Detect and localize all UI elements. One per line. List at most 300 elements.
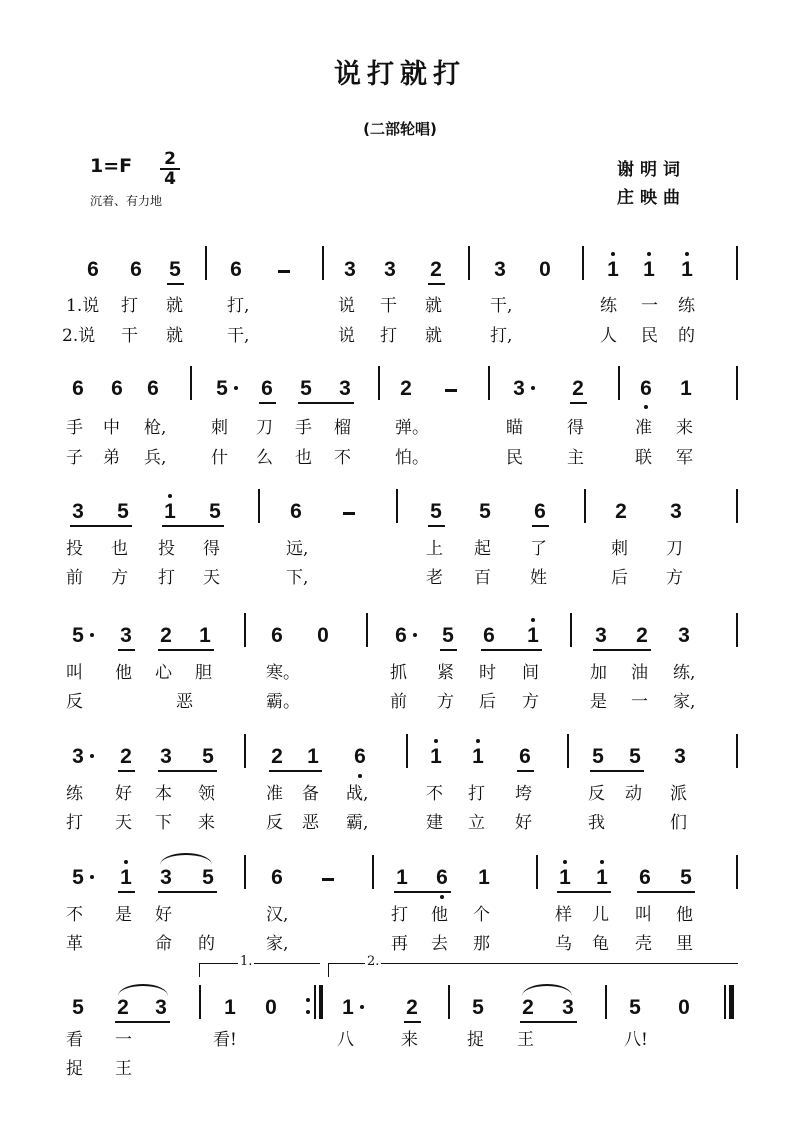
- lyric: 一: [631, 692, 648, 712]
- high-dot: [600, 860, 604, 864]
- barline: [199, 985, 201, 1019]
- lyric: 方: [666, 568, 683, 588]
- high-dot: [531, 618, 535, 622]
- lyric: 建: [426, 813, 443, 833]
- lyric: 民: [506, 448, 523, 468]
- note: 6: [147, 377, 159, 400]
- lyric: 的: [678, 326, 695, 346]
- dash: [343, 512, 355, 515]
- note: 3: [678, 624, 690, 647]
- underline: [298, 402, 354, 404]
- lyric: 样: [555, 905, 572, 925]
- lyricist-credit: 谢明词: [617, 160, 686, 180]
- lyric: 来: [401, 1030, 418, 1050]
- note: 5: [72, 624, 84, 647]
- time-sig-top: 2: [164, 149, 176, 169]
- lyric: 抓: [390, 663, 407, 683]
- note: 6: [87, 258, 99, 281]
- note: 2: [615, 500, 627, 523]
- lyric: 反: [66, 692, 83, 712]
- note: 6: [271, 866, 283, 889]
- note: 6: [640, 377, 652, 400]
- underline: [557, 891, 611, 893]
- lyric: 得: [203, 539, 220, 559]
- lyric: 家,: [673, 692, 696, 712]
- note: 2: [522, 996, 534, 1019]
- note: 5: [472, 996, 484, 1019]
- note: 3: [384, 258, 396, 281]
- barline: [378, 366, 380, 400]
- lyric: 刺: [211, 418, 228, 438]
- note: 2: [120, 745, 132, 768]
- note: 5: [169, 258, 181, 281]
- barline: [366, 613, 368, 647]
- lyric: 间: [522, 663, 539, 683]
- note: 6: [519, 745, 531, 768]
- final-barline-thin: [724, 985, 726, 1019]
- lyric: 打: [468, 784, 485, 804]
- song-subtitle: (二部轮唱): [363, 120, 437, 138]
- note: 0: [539, 258, 551, 281]
- note: 1: [478, 866, 490, 889]
- lyric: 好: [115, 784, 132, 804]
- lyric: 好: [515, 813, 532, 833]
- barline: [605, 985, 607, 1019]
- lyric: 领: [198, 784, 215, 804]
- underline: [394, 891, 451, 893]
- lyric: 捉: [467, 1030, 484, 1050]
- barline: [584, 489, 586, 523]
- augmentation-dot: [413, 633, 417, 637]
- note: 6: [639, 866, 651, 889]
- lyric: 练,: [673, 663, 696, 683]
- barline: [396, 489, 398, 523]
- barline: [570, 613, 572, 647]
- lyric: 我: [588, 813, 605, 833]
- lyric: 准: [266, 784, 283, 804]
- lyric: 天: [115, 813, 132, 833]
- note: 6: [261, 377, 273, 400]
- note: 1: [164, 500, 176, 523]
- low-dot: [644, 405, 648, 409]
- key-signature: 1=F: [90, 155, 133, 177]
- underline: [520, 1021, 577, 1023]
- underline: [167, 283, 184, 285]
- underline: [158, 770, 217, 772]
- lyric: 百: [474, 568, 491, 588]
- lyric: 个: [473, 905, 490, 925]
- note: 1: [596, 866, 608, 889]
- lyric: 寒。: [266, 663, 300, 683]
- lyric: 加: [590, 663, 607, 683]
- lyric: 弟: [103, 448, 120, 468]
- lyric: 儿: [592, 905, 609, 925]
- time-sig-bottom: 4: [164, 169, 176, 189]
- underline: [637, 891, 695, 893]
- augmentation-dot: [90, 875, 94, 879]
- second-ending-label: 2.: [367, 954, 380, 969]
- high-dot: [168, 494, 172, 498]
- lyric: 看!: [213, 1030, 237, 1050]
- song-title: 说打就打: [334, 59, 466, 90]
- lyric: 练: [600, 296, 617, 316]
- lyric: 反: [266, 813, 283, 833]
- dash: [445, 389, 457, 392]
- lyric: 他: [676, 905, 693, 925]
- lyric: 再: [391, 934, 408, 954]
- underline: [404, 1021, 421, 1023]
- lyric: 中: [103, 418, 120, 438]
- lyric: 主: [567, 448, 584, 468]
- note: 1: [430, 745, 442, 768]
- lyric: 不: [334, 448, 351, 468]
- note: 3: [674, 745, 686, 768]
- lyric: 汉,: [266, 905, 289, 925]
- note: 6: [271, 624, 283, 647]
- note: 1: [643, 258, 655, 281]
- repeat-dot: [306, 1010, 310, 1014]
- underline: [532, 525, 549, 527]
- lyric: 不: [426, 784, 443, 804]
- note: 5: [117, 500, 129, 523]
- lyric: 打: [66, 813, 83, 833]
- note: 5: [680, 866, 692, 889]
- note: 5: [442, 624, 454, 647]
- tempo-marking: 沉着、有力地: [90, 194, 163, 208]
- barline: [736, 246, 738, 280]
- note: 2: [572, 377, 584, 400]
- augmentation-dot: [90, 633, 94, 637]
- repeat-barline: [314, 985, 316, 1019]
- lyric: 家,: [266, 934, 289, 954]
- lyric: 刺: [611, 539, 628, 559]
- barline: [190, 366, 192, 400]
- note: 1: [224, 996, 236, 1019]
- lyric: 本: [155, 784, 172, 804]
- underline: [428, 283, 445, 285]
- note: 1: [342, 996, 354, 1019]
- lyric: 远,: [286, 539, 309, 559]
- lyric: 他: [115, 663, 132, 683]
- lyric: 那: [473, 934, 490, 954]
- note: 1: [681, 258, 693, 281]
- augmentation-dot: [234, 386, 238, 390]
- repeat-dot: [306, 998, 310, 1002]
- lyric: 刀: [666, 539, 683, 559]
- augmentation-dot: [90, 754, 94, 758]
- lyric: 龟: [592, 934, 609, 954]
- lyric: 打,: [227, 296, 250, 316]
- note: 2: [400, 377, 412, 400]
- lyric: 弹。: [395, 418, 429, 438]
- lyric: 前: [66, 568, 83, 588]
- lyric: 打: [380, 326, 397, 346]
- lyric: 手: [66, 418, 83, 438]
- note: 6: [483, 624, 495, 647]
- lyric: 人: [600, 326, 617, 346]
- underline: [570, 402, 587, 404]
- barline: [618, 366, 620, 400]
- note: 2: [406, 996, 418, 1019]
- high-dot: [563, 860, 567, 864]
- underline: [269, 770, 322, 772]
- lyric: 方: [522, 692, 539, 712]
- note: 5: [300, 377, 312, 400]
- underline: [593, 649, 651, 651]
- lyric: 也: [111, 539, 128, 559]
- note: 3: [155, 996, 167, 1019]
- underline: [517, 770, 534, 772]
- lyric: 准: [635, 418, 652, 438]
- lyric: 一: [115, 1030, 132, 1050]
- barline: [244, 613, 246, 647]
- underline: [481, 649, 542, 651]
- lyric: 什: [211, 448, 228, 468]
- note: 6: [534, 500, 546, 523]
- note: 6: [130, 258, 142, 281]
- note: 3: [513, 377, 525, 400]
- underline: [118, 649, 135, 651]
- lyric: 备: [302, 784, 319, 804]
- lyric: 刀: [256, 418, 273, 438]
- lyric: 他: [431, 905, 448, 925]
- lyric: 反: [588, 784, 605, 804]
- lyric: 派: [670, 784, 687, 804]
- dash: [278, 270, 290, 273]
- augmentation-dot: [360, 1005, 364, 1009]
- lyric: 王: [517, 1030, 534, 1050]
- underline: [440, 649, 457, 651]
- note: 1: [396, 866, 408, 889]
- lyric: 看: [66, 1030, 83, 1050]
- note: 5: [479, 500, 491, 523]
- lyric: 霸。: [266, 692, 300, 712]
- lyric: 手: [295, 418, 312, 438]
- note: 1: [607, 258, 619, 281]
- note: 5: [629, 745, 641, 768]
- slur: [522, 984, 572, 996]
- note: 5: [209, 500, 221, 523]
- lyric: 榴: [334, 418, 351, 438]
- low-dot: [440, 895, 444, 899]
- underline: [158, 649, 214, 651]
- barline: [736, 366, 738, 400]
- note: 3: [562, 996, 574, 1019]
- barline: [244, 734, 246, 768]
- lyric: 干,: [490, 296, 513, 316]
- note: 3: [344, 258, 356, 281]
- barline: [205, 246, 207, 280]
- lyric: 壳: [635, 934, 652, 954]
- lyric: 来: [198, 813, 215, 833]
- lyric: 方: [111, 568, 128, 588]
- note: 1: [120, 866, 132, 889]
- lyric: 投: [158, 539, 175, 559]
- lyric: 兵,: [144, 448, 167, 468]
- note: 5: [202, 745, 214, 768]
- lyric: 是: [115, 905, 132, 925]
- note: 0: [265, 996, 277, 1019]
- lyric: 说: [338, 326, 355, 346]
- lyric: 立: [468, 813, 485, 833]
- note: 3: [160, 866, 172, 889]
- barline: [736, 489, 738, 523]
- note: 6: [395, 624, 407, 647]
- high-dot: [685, 252, 689, 256]
- lyric: 来: [676, 418, 693, 438]
- note: 5: [72, 866, 84, 889]
- lyric: 油: [631, 663, 648, 683]
- lyric: 瞄: [506, 418, 523, 438]
- lyric: 打: [121, 296, 138, 316]
- note: 5: [592, 745, 604, 768]
- note: 5: [629, 996, 641, 1019]
- lyric: 打,: [490, 326, 513, 346]
- barline: [468, 246, 470, 280]
- lyric: 后: [611, 568, 628, 588]
- time-signature: [158, 150, 182, 188]
- note: 5: [216, 377, 228, 400]
- repeat-barline-thick: [319, 985, 323, 1019]
- lyric: 天: [203, 568, 220, 588]
- lyric: 叫: [66, 663, 83, 683]
- first-ending-label: 1.: [240, 954, 253, 969]
- lyric: 子: [66, 448, 83, 468]
- barline: [258, 489, 260, 523]
- lyric: 2.说: [62, 326, 96, 346]
- slur: [160, 853, 212, 865]
- high-dot: [647, 252, 651, 256]
- note: 1: [307, 745, 319, 768]
- note: 5: [72, 996, 84, 1019]
- underline: [118, 891, 135, 893]
- note: 6: [111, 377, 123, 400]
- underline: [158, 891, 217, 893]
- lyric: 叫: [635, 905, 652, 925]
- note: 6: [72, 377, 84, 400]
- lyric: 垮: [515, 784, 532, 804]
- note: 6: [290, 500, 302, 523]
- lyric: 老: [426, 568, 443, 588]
- lyric: 的: [198, 934, 215, 954]
- second-ending-bracket: [328, 954, 738, 977]
- underline: [115, 1021, 170, 1023]
- note: 2: [430, 258, 442, 281]
- note: 2: [117, 996, 129, 1019]
- lyric: 恶: [302, 813, 319, 833]
- barline: [736, 855, 738, 889]
- note: 1: [680, 377, 692, 400]
- lyric: 也: [295, 448, 312, 468]
- note: 6: [354, 745, 366, 768]
- note: 1: [527, 624, 539, 647]
- final-barline-thick: [729, 985, 734, 1019]
- lyric: 命: [155, 934, 172, 954]
- lyric: 不: [66, 905, 83, 925]
- note: 6: [230, 258, 242, 281]
- note: 3: [120, 624, 132, 647]
- lyric: 八: [337, 1030, 354, 1050]
- lyric: 打: [158, 568, 175, 588]
- barline: [488, 366, 490, 400]
- lyric: 恶: [176, 692, 193, 712]
- lyric: 时: [479, 663, 496, 683]
- lyric: 里: [676, 934, 693, 954]
- lyric: 么: [256, 448, 273, 468]
- note: 1: [199, 624, 211, 647]
- lyric: 干: [121, 326, 138, 346]
- barline: [448, 985, 450, 1019]
- underline: [259, 402, 276, 404]
- barline: [322, 246, 324, 280]
- lyric: 下: [155, 813, 172, 833]
- note: 1: [472, 745, 484, 768]
- barline: [582, 246, 584, 280]
- lyric: 王: [115, 1059, 132, 1079]
- lyric: 一: [641, 296, 658, 316]
- note: 2: [271, 745, 283, 768]
- lyric: 后: [479, 692, 496, 712]
- lyric: 心: [155, 663, 172, 683]
- note: 3: [595, 624, 607, 647]
- lyric: 练: [66, 784, 83, 804]
- lyric: 就: [166, 326, 183, 346]
- dash: [322, 878, 334, 881]
- augmentation-dot: [531, 386, 535, 390]
- composer-credit: 庄映曲: [617, 188, 686, 208]
- lyric: 战,: [346, 784, 369, 804]
- note: 3: [72, 500, 84, 523]
- barline: [736, 613, 738, 647]
- lyric: 胆: [195, 663, 212, 683]
- barline: [372, 855, 374, 889]
- underline: [162, 525, 224, 527]
- high-dot: [434, 739, 438, 743]
- low-dot: [358, 774, 362, 778]
- note: 1: [559, 866, 571, 889]
- note: 5: [430, 500, 442, 523]
- lyric: 怕。: [395, 448, 429, 468]
- lyric: 干: [380, 296, 397, 316]
- lyric: 干,: [227, 326, 250, 346]
- underline: [428, 525, 445, 527]
- note: 2: [160, 624, 172, 647]
- lyric: 前: [390, 692, 407, 712]
- underline: [590, 770, 644, 772]
- note: 3: [339, 377, 351, 400]
- barline: [244, 855, 246, 889]
- high-dot: [611, 252, 615, 256]
- underline: [118, 770, 135, 772]
- lyric: 去: [431, 934, 448, 954]
- barline: [406, 734, 408, 768]
- lyric: 联: [635, 448, 652, 468]
- lyric: 就: [166, 296, 183, 316]
- lyric: 练: [678, 296, 695, 316]
- lyric: 说: [338, 296, 355, 316]
- lyric: 打: [391, 905, 408, 925]
- lyric: 八!: [624, 1030, 648, 1050]
- lyric: 1.说: [66, 296, 100, 316]
- note: 0: [317, 624, 329, 647]
- slur: [118, 984, 168, 996]
- note: 6: [436, 866, 448, 889]
- lyric: 枪,: [144, 418, 167, 438]
- lyric: 了: [530, 539, 547, 559]
- note: 0: [678, 996, 690, 1019]
- lyric: 动: [625, 784, 642, 804]
- lyric: 得: [567, 418, 584, 438]
